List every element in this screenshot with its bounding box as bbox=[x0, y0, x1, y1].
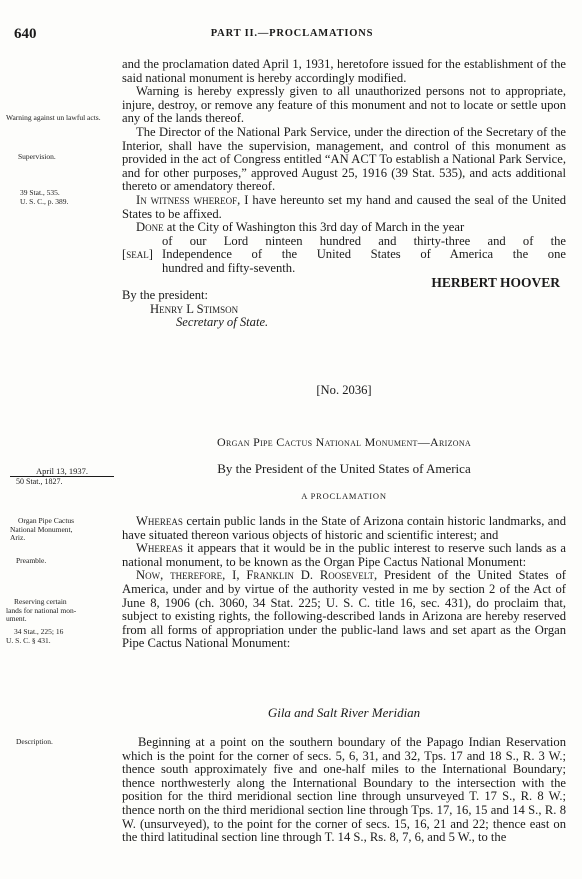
whereas-paragraph-1: Whereas certain public lands in the State of Arizona contain historic landmarks, and have situated thereon various objects of historic and scientific interest; and bbox=[122, 514, 566, 542]
whereas-paragraph-2: Whereas it appears that it would be in the public interest to reserve such lands as a national monument, to be known as the Organ Pipe Cactus National Monument: bbox=[122, 541, 566, 569]
page-header bbox=[14, 26, 570, 46]
description-paragraph: Beginning at a point on the southern boundary of the Papago Indian Reservation which is the point for the corner of secs. 5, 6, 31, and 32, Tps. 17 and 18 S., R. 3 W.; thence south approximately five and one-half miles to the International Boundary; thence northwesterly along the International Boundary to the intersection with the position for the third meridional section line through unsurveyed T. 17 S., R. 8 W.; thence north on the third meridional section line through Tps. 17, 16, 15 and 14 S., R. 8 W. (unsurveyed), to the point for the corner of secs. 15, 16, 21 and 22; thence east on the third latitudinal section line through T. 14 S., Rs. 8, 7, 6, and 5 W., to the bbox=[122, 735, 566, 845]
secretary-title: Secretary of State. bbox=[176, 315, 269, 330]
margin-note-preamble: Preamble. bbox=[16, 556, 47, 565]
margin-note-citation-34-stat: 34 Stat., 225; 16 U. S. C. § 431. bbox=[6, 627, 64, 645]
proclamation-number-block bbox=[122, 384, 566, 398]
proclamation-title: Organ Pipe Cactus National Monument—Arizona bbox=[216, 435, 471, 449]
done-paragraph: Done at the City of Washington this 3rd day of March in the year bbox=[136, 220, 465, 235]
margin-note-description: Description. bbox=[16, 737, 53, 746]
meridian-heading: Gila and Salt River Meridian bbox=[267, 705, 421, 720]
proclamation-body bbox=[122, 515, 566, 651]
margin-note-supervision: Supervision. bbox=[18, 152, 56, 161]
margin-note-organ-pipe: Organ Pipe Cactus National Monument, Ariz. bbox=[10, 516, 75, 542]
proclamation-stat: 50 Stat., 1827. bbox=[16, 477, 63, 486]
running-head: PART II.—PROCLAMATIONS bbox=[210, 28, 374, 39]
seal-mark: [seal] bbox=[122, 247, 153, 262]
upper-text-block bbox=[122, 58, 566, 330]
proclamation-byline-block bbox=[122, 462, 566, 476]
proclamation-title-block bbox=[122, 436, 566, 450]
margin-note-citation-39-stat: 39 Stat., 535. U. S. C., p. 389. bbox=[20, 188, 69, 206]
secretary-name: Henry L Stimson bbox=[150, 301, 239, 316]
margin-note-warning: Warning against un lawful acts. bbox=[6, 113, 101, 122]
proclamation-number: [No. 2036] bbox=[316, 383, 372, 397]
done-line-3: [seal] Independence of the United States of America the one bbox=[122, 247, 566, 262]
done-line-4: hundred and fifty-seventh. bbox=[162, 260, 296, 275]
description-block bbox=[122, 736, 566, 845]
warning-paragraph: Warning is hereby expressly given to all unauthorized persons not to appropriate, injure, destroy, or remove any feature of this monument and not to locate or settle upon any of the lands thereof. bbox=[122, 84, 566, 126]
by-president: By the president: bbox=[122, 288, 209, 303]
proclamation-subtitle: A PROCLAMATION bbox=[301, 491, 387, 501]
margin-note-date bbox=[10, 466, 114, 487]
proclamation-byline: By the President of the United States of America bbox=[217, 461, 471, 476]
margin-note-reserving: Reserving certain lands for national mon- ument. bbox=[6, 597, 77, 623]
witness-paragraph: In witness whereof, I have hereunto set my hand and caused the seal of the United States to be affixed. bbox=[122, 192, 566, 221]
proclamation-date: April 13, 1937. bbox=[10, 466, 114, 477]
continuation-paragraph: and the proclamation dated April 1, 1931, heretofore issued for the establishment of the said national monument is hereby accordingly modified. bbox=[122, 57, 566, 85]
page-number: 640 bbox=[14, 26, 37, 42]
done-line-2: of our Lord ninteen hundred and thirty-three and of the bbox=[162, 233, 566, 248]
now-therefore-paragraph: Now, therefore, I, Franklin D. Roosevelt, President of the United States of America, under and by virtue of the authority vested in me by section 2 of the Act of June 8, 1906 (ch. 3060, 34 Stat. 225; U. S. C. title 16, sec. 431), do proclaim that, subject to existing rights, the following-described lands in Arizona are hereby reserved from all forms of appropriation under the public-land laws and set apart as the Organ Pipe Cactus National Monument: bbox=[122, 568, 567, 651]
director-paragraph: The Director of the National Park Service, under the direction of the Secretary of the Interior, shall have the supervision, management, and control of this monument as provided in the act of Congress entitled “AN ACT To establish a National Park Service, and for other purposes,” approved August 25, 1916 (39 Stat. 535), and acts additional thereto or amendatory thereof. bbox=[122, 124, 566, 194]
meridian-heading-block bbox=[122, 706, 566, 720]
signer-name: HERBERT HOOVER bbox=[431, 274, 560, 290]
proclamation-subtitle-block bbox=[122, 490, 566, 504]
